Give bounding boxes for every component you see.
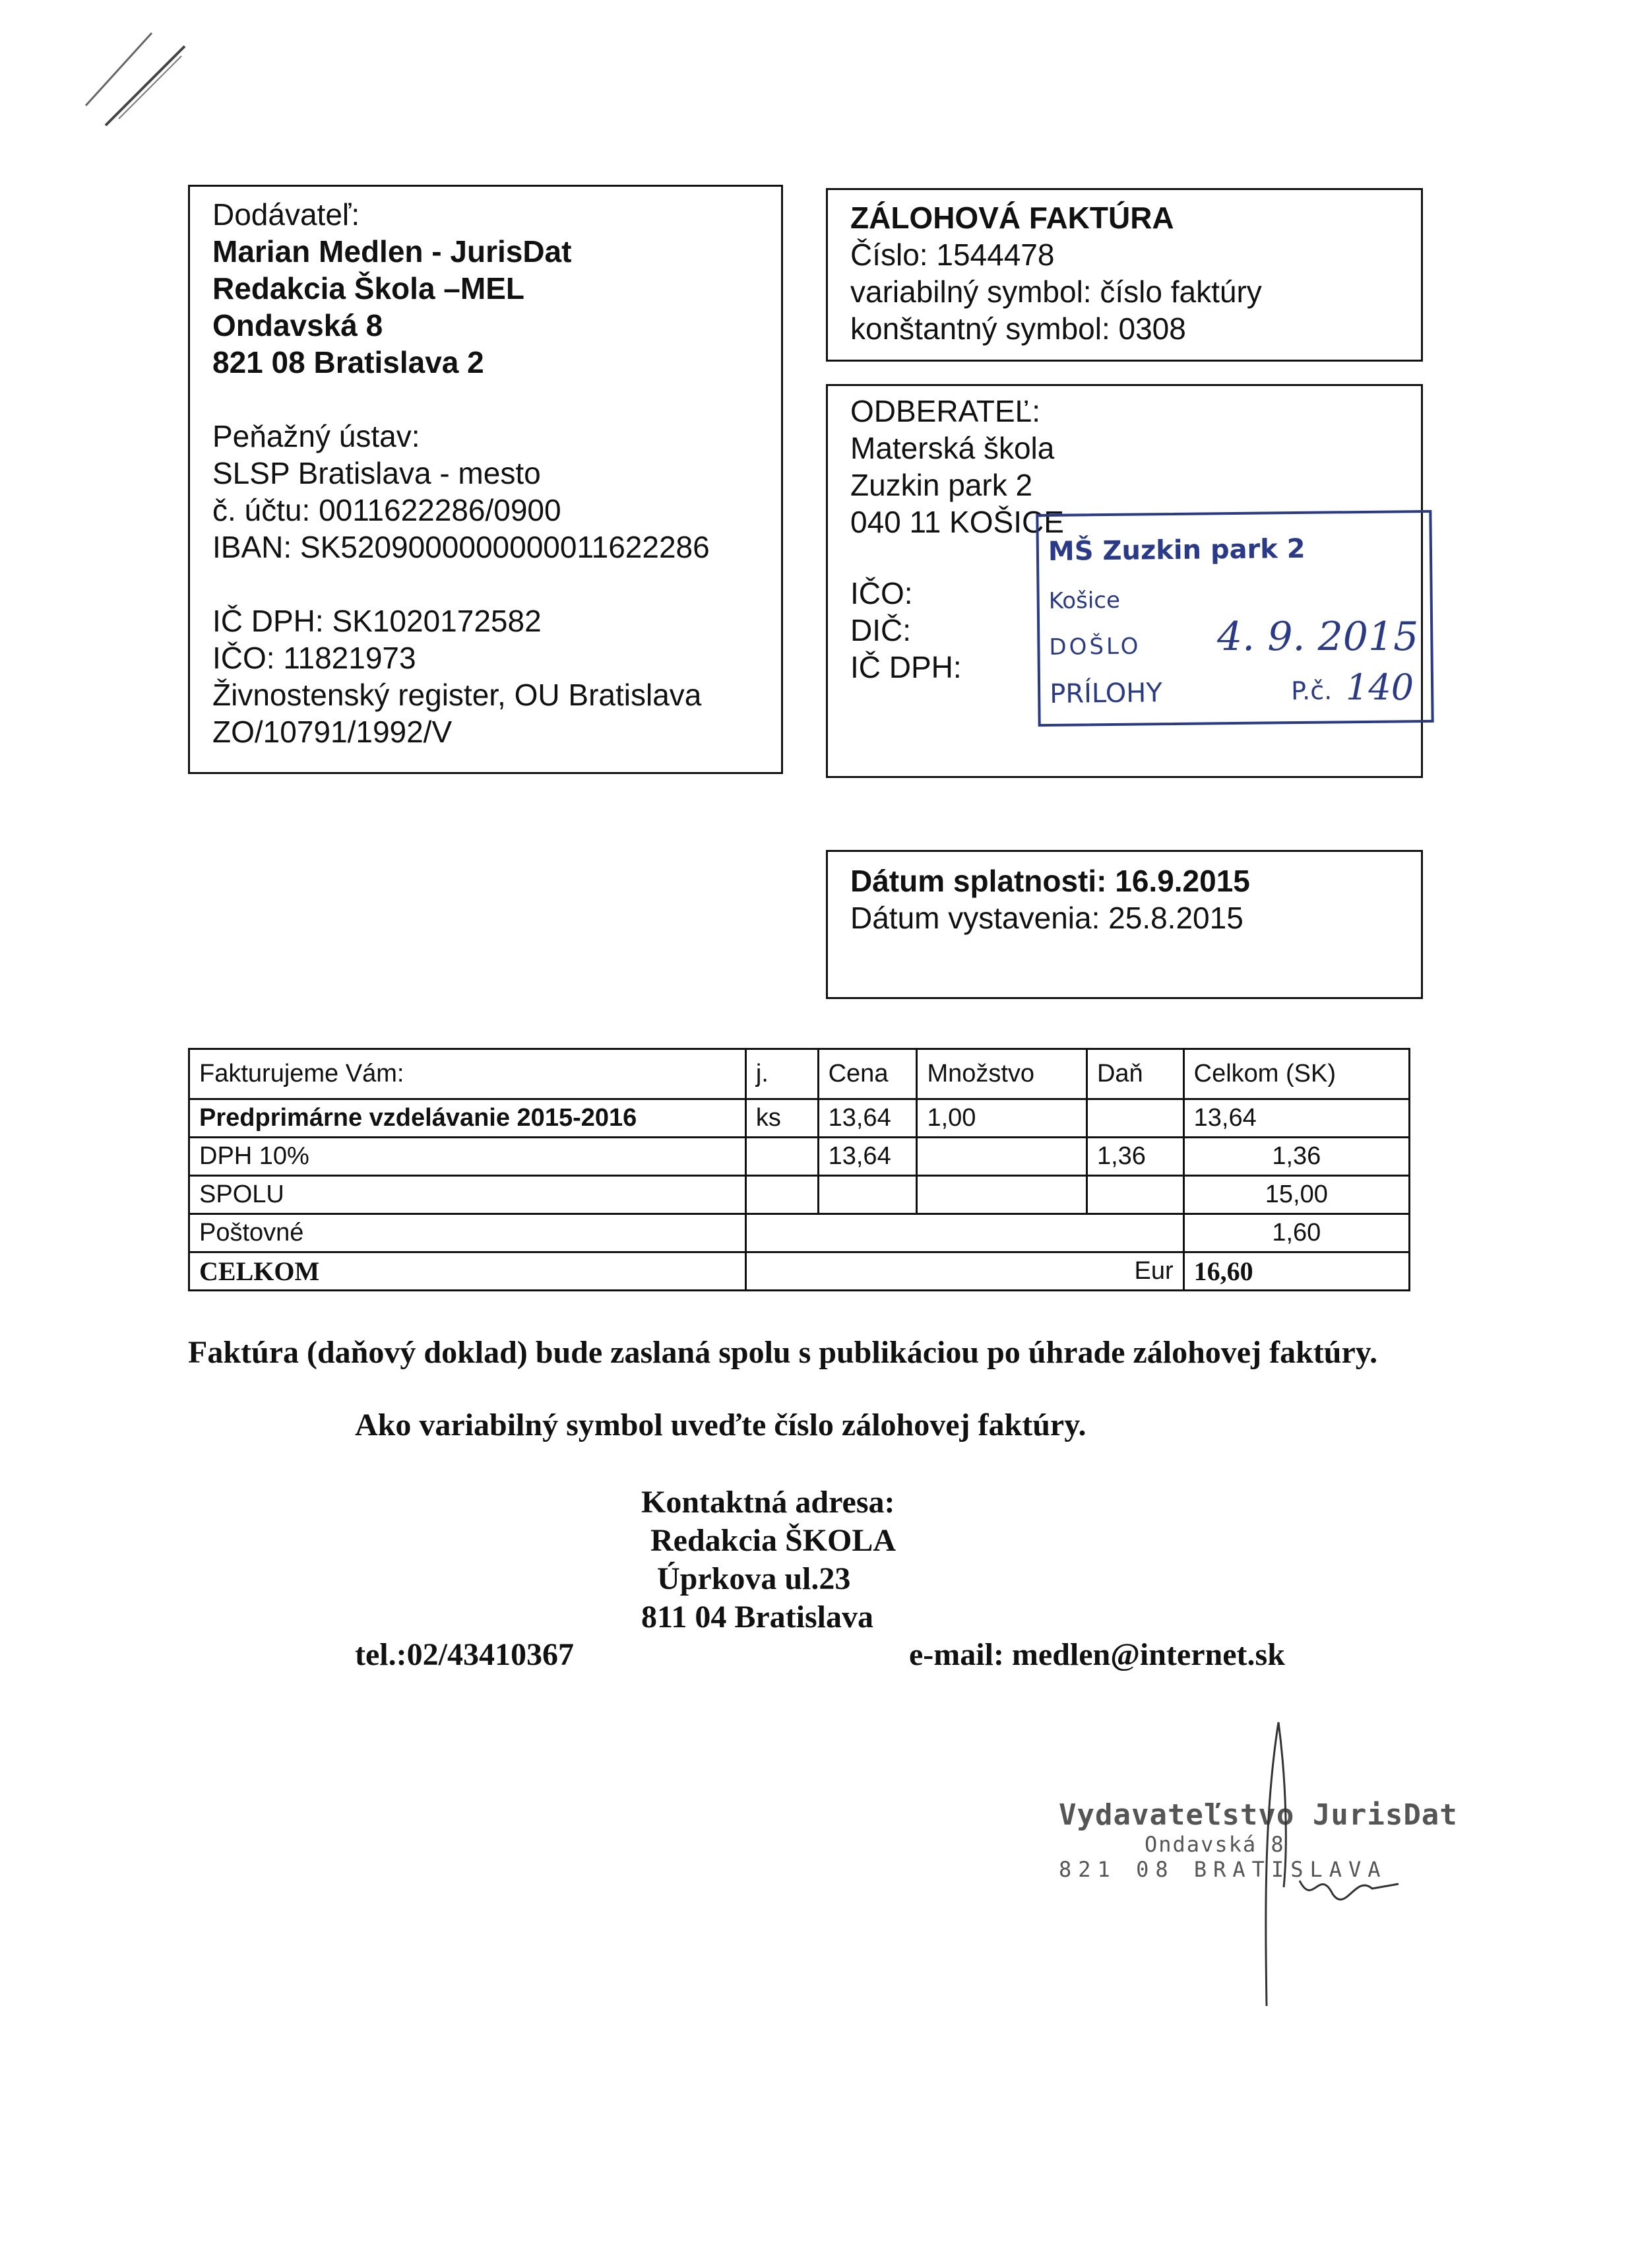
supplier-city: 821 08 Bratislava 2 <box>212 345 484 379</box>
customer-ico-label: IČO: <box>850 576 913 610</box>
customer-dic-label: DIČ: <box>850 613 911 647</box>
publisher-street: Ondavská 8 <box>1145 1832 1285 1857</box>
supplier-street: Ondavská 8 <box>212 308 383 342</box>
contact-street: Úprkova ul.23 <box>657 1561 851 1596</box>
supplier-name: Marian Medlen - JurisDat <box>212 234 572 269</box>
vat-base: 13,64 <box>818 1138 917 1176</box>
stamp-handwritten-date: 4. 9. 2015 <box>1217 614 1419 660</box>
header-tax: Daň <box>1086 1049 1183 1099</box>
supplier-ico: IČO: 11821973 <box>212 641 416 675</box>
stamp-handwritten-number: 140 <box>1346 666 1414 708</box>
publisher-city: 821 08 BRATISLAVA <box>1059 1857 1387 1882</box>
customer-name: Materská škola <box>850 431 1055 465</box>
header-price: Cena <box>818 1049 917 1099</box>
item-quantity: 1,00 <box>917 1099 1087 1138</box>
supplier-box <box>188 185 783 774</box>
publisher-name: Vydavateľstvo JurisDat <box>1059 1798 1458 1832</box>
stamp-school: MŠ Zuzkin park 2 <box>1048 533 1306 567</box>
customer-icdph-label: IČ DPH: <box>850 650 962 684</box>
table-header-row <box>189 1049 1410 1099</box>
contact-name: Redakcia ŠKOLA <box>650 1523 897 1558</box>
customer-street: Zuzkin park 2 <box>850 468 1033 502</box>
account-number: č. účtu: 0011622286/0900 <box>212 493 561 527</box>
contact-label: Kontaktná adresa: <box>641 1485 895 1520</box>
supplier-dept: Redakcia Škola –MEL <box>212 271 524 306</box>
supplier-label: Dodávateľ: <box>212 197 360 232</box>
iban: IBAN: SK5209000000000011622286 <box>212 530 710 564</box>
constant-symbol: konštantný symbol: 0308 <box>850 311 1186 346</box>
due-date: Dátum splatnosti: 16.9.2015 <box>850 864 1250 898</box>
customer-label: ODBERATEĽ: <box>850 394 1040 428</box>
signature <box>1240 1716 1412 2019</box>
table-row <box>189 1252 1410 1291</box>
stamp-number-label: P.č. <box>1290 676 1333 706</box>
vat-description: DPH 10% <box>189 1138 746 1176</box>
pen-mark-decoration <box>79 26 211 132</box>
supplier-ic-dph: IČ DPH: SK1020172582 <box>212 604 542 638</box>
contact-city: 811 04 Bratislava <box>641 1600 874 1635</box>
invoice-header-box <box>826 188 1423 362</box>
item-total: 13,64 <box>1183 1099 1409 1138</box>
header-description: Fakturujeme Vám: <box>189 1049 746 1099</box>
variable-symbol-note: Ako variabilný symbol uveďte číslo zálohovej faktúry. <box>355 1408 1086 1442</box>
grand-total: 16,60 <box>1183 1252 1409 1291</box>
issue-date: Dátum vystavenia: 25.8.2015 <box>850 901 1243 935</box>
table-row <box>189 1214 1410 1252</box>
vat-tax: 1,36 <box>1086 1138 1183 1176</box>
stamp-received: DOŠLO <box>1049 633 1141 661</box>
vat-total: 1,36 <box>1183 1138 1409 1176</box>
postage-total: 1,60 <box>1183 1214 1409 1252</box>
contact-address <box>641 1483 896 1636</box>
sum-total: 15,00 <box>1183 1176 1409 1214</box>
invoice-note: Faktúra (daňový doklad) bude zaslaná spolu s publikáciou po úhrade zálohovej faktúry. <box>188 1335 1378 1370</box>
table-row <box>189 1099 1410 1138</box>
grand-currency: Eur <box>745 1252 1183 1291</box>
item-unit: ks <box>745 1099 818 1138</box>
bank-name: SLSP Bratislava - mesto <box>212 456 541 490</box>
invoice-number: Číslo: 1544478 <box>850 238 1055 272</box>
customer-city: 040 11 KOŠICE <box>850 505 1064 539</box>
header-total: Celkom (SK) <box>1183 1049 1409 1099</box>
item-price: 13,64 <box>818 1099 917 1138</box>
item-tax <box>1086 1099 1183 1138</box>
stamp-city: Košice <box>1048 587 1121 614</box>
item-description: Predprimárne vzdelávanie 2015-2016 <box>189 1099 746 1138</box>
table-row <box>189 1176 1410 1214</box>
grand-description: CELKOM <box>189 1252 746 1291</box>
header-unit: j. <box>745 1049 818 1099</box>
dates-box <box>826 850 1423 999</box>
variable-symbol: variabilný symbol: číslo faktúry <box>850 275 1262 309</box>
table-row <box>189 1138 1410 1176</box>
invoice-items-table <box>188 1048 1410 1291</box>
contact-email: e-mail: medlen@internet.sk <box>909 1637 1285 1672</box>
postage-description: Poštovné <box>189 1214 746 1252</box>
contact-phone: tel.:02/43410367 <box>355 1637 574 1672</box>
trade-register: Živnostenský register, OU Bratislava <box>212 678 702 712</box>
bank-label: Peňažný ústav: <box>212 419 420 453</box>
trade-register-number: ZO/10791/1992/V <box>212 715 453 749</box>
header-quantity: Množstvo <box>917 1049 1087 1099</box>
sum-description: SPOLU <box>189 1176 746 1214</box>
invoice-title: ZÁLOHOVÁ FAKTÚRA <box>850 201 1174 235</box>
stamp-attachments: PRÍLOHY <box>1049 678 1162 709</box>
